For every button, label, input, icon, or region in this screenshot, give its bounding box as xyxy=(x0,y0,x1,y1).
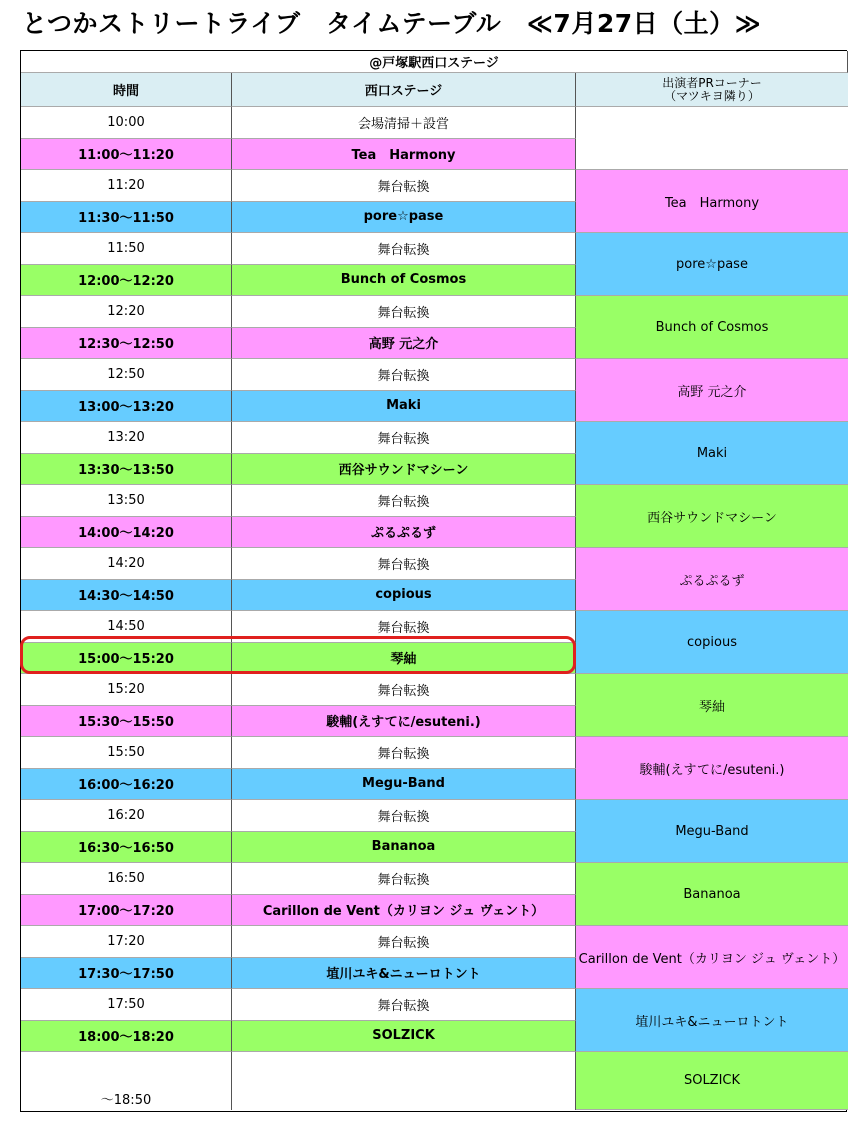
time-cell: 16:30～16:50 xyxy=(21,832,232,864)
time-cell: 15:00～15:20 xyxy=(21,643,232,675)
time-cell: 11:00～11:20 xyxy=(21,139,232,171)
pr-act-cell: 駿輔(えすてに/esuteni.) xyxy=(576,737,848,800)
stage-act-cell: 舞台転換 xyxy=(232,926,576,958)
stage-act-cell: Megu-Band xyxy=(232,769,576,801)
time-cell: 17:30～17:50 xyxy=(21,958,232,990)
pr-act-cell: SOLZICK xyxy=(576,1052,848,1110)
time-cell: 17:50 xyxy=(21,989,232,1021)
stage-act-cell: 会場清掃＋設営 xyxy=(232,107,576,139)
time-cell: 16:00～16:20 xyxy=(21,769,232,801)
pr-act-cell: Megu-Band xyxy=(576,800,848,863)
time-cell: 17:00～17:20 xyxy=(21,895,232,927)
stage-act-cell: 高野 元之介 xyxy=(232,328,576,360)
pr-column-header xyxy=(576,73,848,107)
time-cell: 10:00 xyxy=(21,107,232,139)
pr-act-cell: 埴川ユキ&ニューロトント xyxy=(576,989,848,1052)
stage-act-cell: ぷるぷるず xyxy=(232,517,576,549)
pr-act-cell: Tea Harmony xyxy=(576,170,848,233)
stage-act-cell: 舞台転換 xyxy=(232,611,576,643)
time-cell: 14:50 xyxy=(21,611,232,643)
time-cell: 14:00～14:20 xyxy=(21,517,232,549)
pr-act-cell: 琴紬 xyxy=(576,674,848,737)
stage-act-cell: 舞台転換 xyxy=(232,548,576,580)
stage-act-cell: Bananoa xyxy=(232,832,576,864)
pr-act-cell xyxy=(576,107,848,170)
pr-header-line: （マツキヨ隣り） xyxy=(664,88,760,103)
stage-act-cell: 舞台転換 xyxy=(232,674,576,706)
stage-act-cell: Tea Harmony xyxy=(232,139,576,171)
time-cell: 12:50 xyxy=(21,359,232,391)
venue-header: @戸塚駅西口ステージ xyxy=(21,51,848,73)
stage-act-cell: 舞台転換 xyxy=(232,233,576,265)
stage-act-cell: SOLZICK xyxy=(232,1021,576,1053)
pr-act-cell: Bunch of Cosmos xyxy=(576,296,848,359)
time-column-header: 時間 xyxy=(21,73,232,107)
end-time-cell: ～18:50 xyxy=(21,1052,232,1110)
stage-act-cell: 駿輔(えすてに/esuteni.) xyxy=(232,706,576,738)
time-cell: 11:20 xyxy=(21,170,232,202)
stage-act-cell: 舞台転換 xyxy=(232,485,576,517)
time-cell: 18:00～18:20 xyxy=(21,1021,232,1053)
empty-stage-cell xyxy=(232,1052,576,1110)
time-cell: 13:20 xyxy=(21,422,232,454)
time-cell: 16:50 xyxy=(21,863,232,895)
time-cell: 11:30～11:50 xyxy=(21,202,232,234)
time-cell: 15:50 xyxy=(21,737,232,769)
stage-act-cell: Carillon de Vent（カリヨン ジュ ヴェント） xyxy=(232,895,576,927)
stage-act-cell: 舞台転換 xyxy=(232,422,576,454)
time-cell: 15:30～15:50 xyxy=(21,706,232,738)
stage-act-cell: copious xyxy=(232,580,576,612)
pr-act-cell: Bananoa xyxy=(576,863,848,926)
stage-act-cell: 舞台転換 xyxy=(232,737,576,769)
stage-act-cell: 琴紬 xyxy=(232,643,576,675)
stage-act-cell: Maki xyxy=(232,391,576,423)
time-cell: 12:00～12:20 xyxy=(21,265,232,297)
pr-act-cell: copious xyxy=(576,611,848,674)
stage-act-cell: 舞台転換 xyxy=(232,989,576,1021)
time-cell: 12:30～12:50 xyxy=(21,328,232,360)
pr-act-cell: 高野 元之介 xyxy=(576,359,848,422)
time-cell: 13:00～13:20 xyxy=(21,391,232,423)
stage-act-cell: 埴川ユキ&ニューロトント xyxy=(232,958,576,990)
pr-act-cell: Maki xyxy=(576,422,848,485)
stage-act-cell: pore☆pase xyxy=(232,202,576,234)
time-cell: 15:20 xyxy=(21,674,232,706)
pr-act-cell: ぷるぷるず xyxy=(576,548,848,611)
timetable xyxy=(20,50,847,1112)
stage-column-header: 西口ステージ xyxy=(232,73,576,107)
pr-act-cell: pore☆pase xyxy=(576,233,848,296)
time-cell: 13:30～13:50 xyxy=(21,454,232,486)
page-title: とつかストリートライブ タイムテーブル ≪7月27日（土）≫ xyxy=(22,9,762,38)
pr-act-cell: 西谷サウンドマシーン xyxy=(576,485,848,548)
time-cell: 12:20 xyxy=(21,296,232,328)
time-cell: 13:50 xyxy=(21,485,232,517)
stage-act-cell: 舞台転換 xyxy=(232,359,576,391)
time-cell: 17:20 xyxy=(21,926,232,958)
pr-header-line: 出演者PRコーナー xyxy=(662,75,762,90)
stage-act-cell: Bunch of Cosmos xyxy=(232,265,576,297)
stage-act-cell: 舞台転換 xyxy=(232,170,576,202)
time-cell: 14:30～14:50 xyxy=(21,580,232,612)
pr-act-cell: Carillon de Vent（カリヨン ジュ ヴェント） xyxy=(576,926,848,989)
time-cell: 11:50 xyxy=(21,233,232,265)
stage-act-cell: 舞台転換 xyxy=(232,800,576,832)
time-cell: 16:20 xyxy=(21,800,232,832)
stage-act-cell: 舞台転換 xyxy=(232,296,576,328)
time-cell: 14:20 xyxy=(21,548,232,580)
stage-act-cell: 舞台転換 xyxy=(232,863,576,895)
stage-act-cell: 西谷サウンドマシーン xyxy=(232,454,576,486)
